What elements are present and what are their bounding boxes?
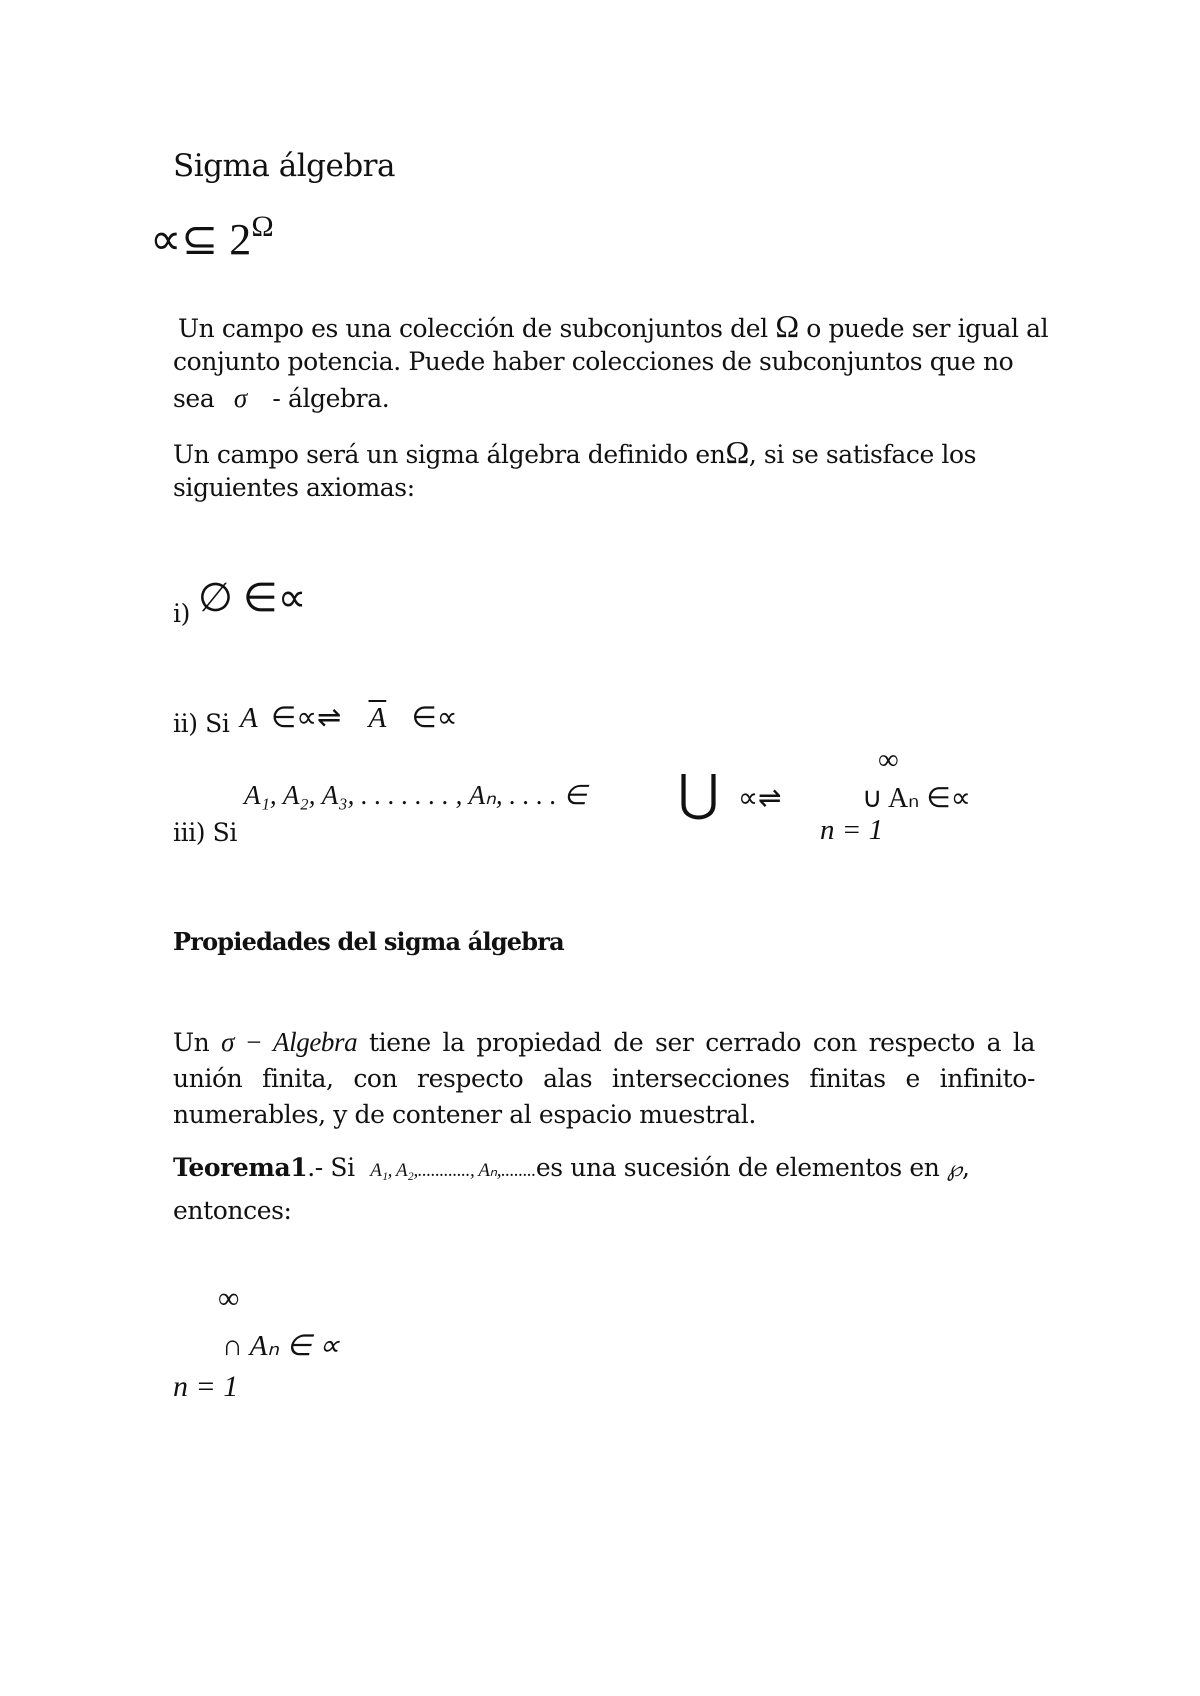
para1-text: Un campo es una colección de subconjuntos del (178, 314, 768, 343)
para3 (173, 1024, 1035, 1133)
para3-un: Un (173, 1028, 210, 1057)
para2-line1 (173, 434, 976, 473)
axiom-iii-infinity: ∞ (878, 744, 899, 776)
para1-text-after: o puede ser igual al (806, 314, 1049, 343)
para2-text: Un campo será un sigma álgebra definido en (173, 440, 726, 469)
result-intersection: ∩ Aₙ ∈ ∝ (222, 1330, 340, 1362)
set-a: A (240, 702, 258, 734)
theorem-comma: , (961, 1153, 970, 1182)
big-union-symbol: ⋃ (678, 765, 720, 821)
para3-text: tiene la propiedad de ser cerrado con respecto a la unión finita, con respecto alas intersecciones finitas e infinito-numerables, y de contener al espacio muestral. (173, 1028, 1035, 1129)
axiom-iii-implies: ∝⇌ (738, 783, 782, 814)
para1-line1 (178, 308, 1048, 347)
para2-line2: siguientes axiomas: (173, 473, 415, 502)
theorem-line1 (173, 1150, 970, 1189)
theorem-text: es una sucesión de elementos en (535, 1153, 940, 1182)
set-a-complement: $\overline{A}$ (368, 702, 387, 734)
axiom-i-formula: ∅ ∈∝ (198, 575, 307, 620)
axiom-iii-label: iii) Si (173, 818, 238, 847)
omega-symbol: Ω (775, 308, 799, 344)
formula-subset-powerset (150, 210, 274, 265)
theorem-si: .- Si (307, 1153, 355, 1182)
para1-algebra: - álgebra. (272, 384, 390, 413)
formula-main: ∝⊆ 2 (150, 215, 252, 264)
para1-line2: conjunto potencia. Puede haber colecciones de subconjuntos que no (173, 347, 1014, 376)
result-infinity: ∞ (218, 1282, 240, 1315)
power-set-symbol: ℘ (947, 1156, 962, 1181)
page-title: Sigma álgebra (173, 148, 395, 184)
theorem-line2: entonces: (173, 1196, 292, 1225)
omega-symbol-2: Ω (725, 434, 749, 470)
para1-sea: sea (173, 384, 215, 413)
in-alpha-implies: ∈∝⇌ (270, 702, 342, 734)
theorem-sequence: A₁, A₂,............, Aₙ,........ (370, 1160, 536, 1181)
axiom-ii-formula (240, 700, 457, 735)
section-title: Propiedades del sigma álgebra (173, 927, 564, 956)
para2-text-after: , si se satisface los (748, 440, 977, 469)
axiom-iii-sequence: A₁, A₂, A₃, . . . . . . . , Aₙ, . . . . ∈ (244, 780, 587, 810)
formula-sup: Ω (251, 210, 274, 243)
axiom-iii-index: n = 1 (820, 814, 884, 846)
axiom-iii-union: ∪ Aₙ ∈∝ (862, 783, 971, 814)
sigma-symbol: σ (233, 383, 247, 413)
axiom-i-label: i) (173, 599, 190, 628)
theorem-label: Teorema1 (173, 1153, 308, 1182)
in-alpha: ∈∝ (411, 702, 458, 734)
sigma-algebra-term: σ − Algebra (221, 1027, 358, 1057)
para1-line3 (173, 380, 389, 417)
result-index: n = 1 (173, 1370, 239, 1403)
axiom-ii-label: ii) Si (173, 709, 230, 738)
